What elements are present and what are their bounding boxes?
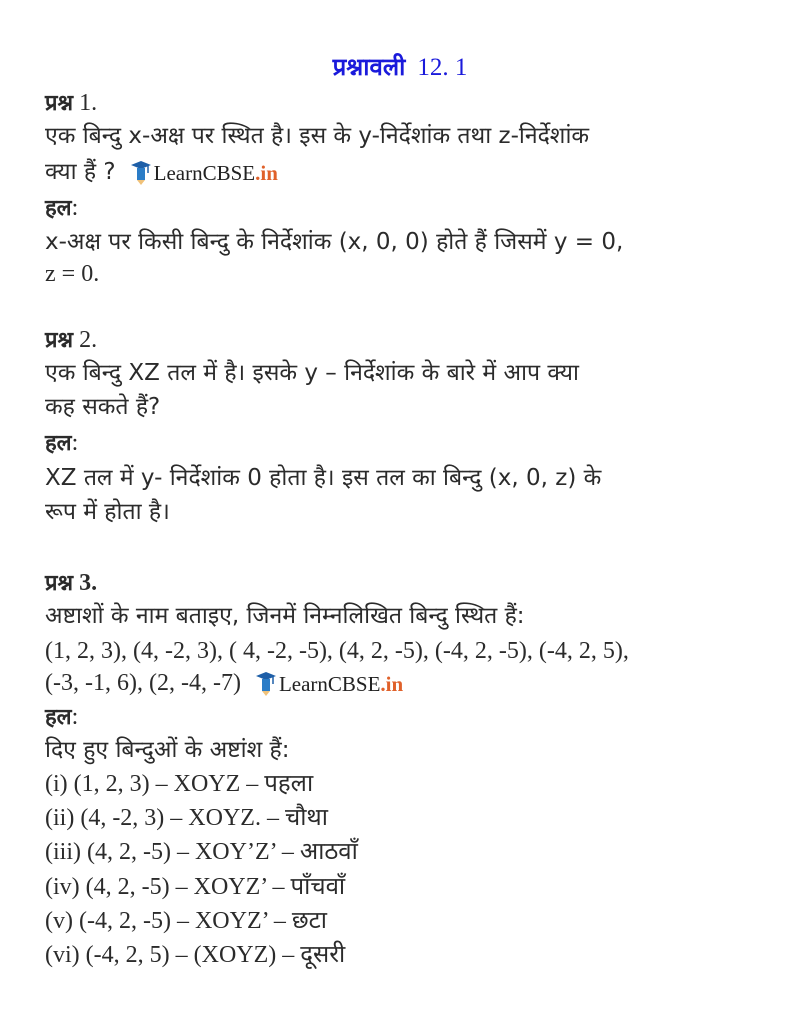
q1-heading: [45, 88, 97, 119]
q3-question-line1: अष्टाशों के नाम बताइए, जिनमें निम्नलिखित बिन्दु स्थित हैं:: [45, 603, 525, 629]
title-number: 12. 1: [417, 54, 468, 81]
title-text: प्रश्नावली: [332, 52, 406, 81]
q2-number: 2.: [79, 327, 98, 353]
q3-label: प्रश्न: [45, 571, 74, 596]
logo-tld: .in: [380, 672, 404, 697]
q1-solution-label: हल: [45, 196, 72, 221]
learncbse-logo: [130, 158, 278, 188]
q2-solution-heading: हल:: [45, 430, 79, 456]
learncbse-logo: [255, 669, 403, 699]
q1-number: 1.: [79, 90, 98, 116]
q2-solution-label: हल: [45, 431, 72, 456]
q3-points-line1: (1, 2, 3), (4, -2, 3), ( 4, -2, -5), (4, 2, -5), (-4, 2, -5), (-4, 2, 5),: [45, 638, 629, 664]
q2-heading: [45, 325, 97, 356]
q2-question-line2: कह सकते हैं?: [45, 394, 161, 420]
q2-label: प्रश्न: [45, 328, 74, 353]
q3-answer-item: (i) (1, 2, 3) – XOYZ – पहला: [45, 771, 314, 797]
q1-question-line2: क्या हैं ?: [45, 159, 116, 185]
q3-solution-heading: हल:: [45, 704, 79, 730]
graduation-cap-pencil-icon: [130, 161, 152, 185]
q1-solution-heading: हल:: [45, 195, 79, 221]
q3-points-line2-row: [45, 668, 403, 699]
q3-solution-intro: दिए हुए बिन्दुओं के अष्टांश हैं:: [45, 737, 290, 763]
q1-solution-line2: z = 0.: [45, 261, 100, 287]
q1-question-line2-row: [45, 157, 278, 188]
q2-solution-line1: XZ तल में y- निर्देशांक 0 होता है। इस तल का बिन्दु (x, 0, z) के: [45, 465, 602, 491]
page-title: [45, 50, 755, 83]
q1-label: प्रश्न: [45, 91, 74, 116]
q3-points-line2: (-3, -1, 6), (2, -4, -7): [45, 670, 241, 696]
q3-number: 3.: [79, 570, 98, 596]
q2-question-line1: एक बिन्दु XZ तल में है। इसके y – निर्देशांक के बारे में आप क्या: [45, 360, 579, 386]
q3-solution-label: हल: [45, 705, 72, 730]
q3-answer-item: (vi) (-4, 2, 5) – (XOYZ) – दूसरी: [45, 942, 346, 968]
q1-question-line1: एक बिन्दु x-अक्ष पर स्थित है। इस के y-निर्देशांक तथा z-निर्देशांक: [45, 123, 590, 149]
logo-brand: LearnCBSE: [278, 672, 381, 697]
logo-tld: .in: [255, 161, 278, 186]
q3-answer-item: (iv) (4, 2, -5) – XOYZ’ – पाँचवाँ: [45, 874, 346, 900]
q3-answer-item: (v) (-4, 2, -5) – XOYZ’ – छटा: [45, 908, 327, 934]
q2-solution-line2: रूप में होता है।: [45, 499, 170, 525]
q3-answer-item: (ii) (4, -2, 3) – XOYZ. – चौथा: [45, 805, 328, 831]
graduation-cap-pencil-icon: [255, 672, 277, 696]
logo-brand: LearnCBSE: [153, 161, 256, 186]
q3-heading: [45, 568, 97, 599]
q1-solution-line1: x-अक्ष पर किसी बिन्दु के निर्देशांक (x, 0, 0) होते हैं जिसमें y = 0,: [45, 229, 624, 255]
q3-answer-item: (iii) (4, 2, -5) – XOY’Z’ – आठवाँ: [45, 839, 358, 865]
